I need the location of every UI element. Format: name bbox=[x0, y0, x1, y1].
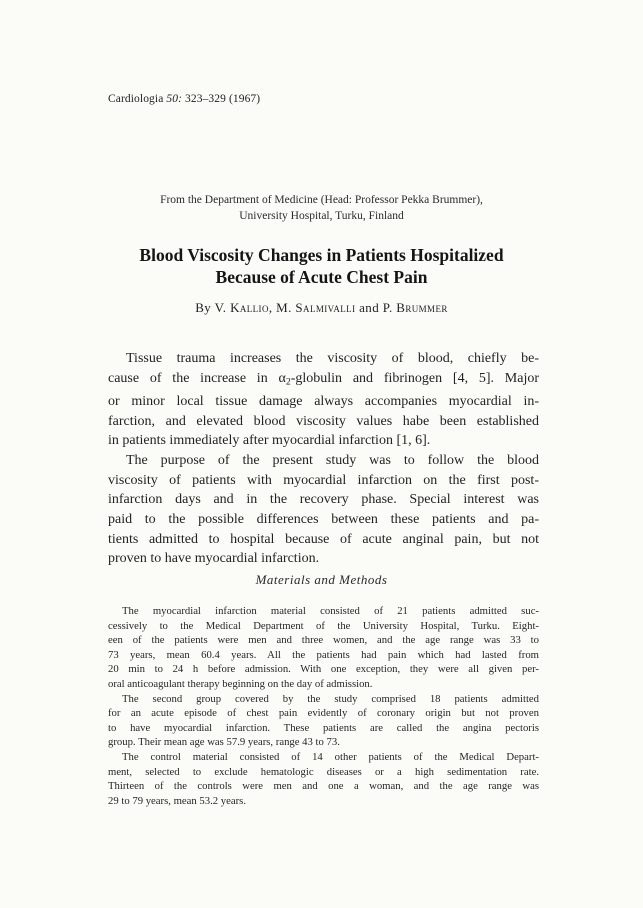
methods-paragraph bbox=[108, 750, 539, 808]
text-line: Tissue trauma increases the viscosity of blood, chiefly be- bbox=[126, 351, 539, 366]
journal-name: Cardiologia bbox=[108, 93, 164, 105]
author-by: By bbox=[195, 300, 212, 315]
text-line: paid to the possible differences between these patients and pa- bbox=[108, 512, 539, 528]
methods-paragraph bbox=[108, 692, 539, 750]
author-and: and bbox=[359, 300, 380, 315]
text-line: group. Their mean age was 57.9 years, range 43 to 73. bbox=[108, 736, 340, 749]
text-line: Thirteen of the controls were men and one a woman, and the age range was bbox=[108, 780, 539, 793]
text-line: to have myocardial infarction. These patients are called the angina pectoris bbox=[108, 721, 539, 734]
text-line: The second group covered by the study comprised 18 patients admitted bbox=[122, 692, 539, 705]
intro-paragraph bbox=[108, 349, 539, 451]
author-initial: M. bbox=[276, 300, 292, 315]
methods-section bbox=[108, 604, 539, 808]
text-line: cessively to the Medical Department of the University Hospital, Turku. Eight- bbox=[108, 619, 539, 632]
journal-volume: 50: bbox=[166, 93, 183, 105]
text-line: proven to have myocardial infarction. bbox=[108, 551, 320, 567]
text-line: een of the patients were men and three women, and the age range was 33 to bbox=[108, 634, 539, 647]
text-line: tients admitted to hospital because of acute anginal pain, but not bbox=[108, 531, 539, 547]
text-line: ment, selected to exclude hematologic diseases or a high sedimentation rate. bbox=[108, 765, 539, 778]
text-line: cause of the increase in α2-globulin and fibrinogen [4, 5]. Major bbox=[108, 370, 539, 388]
author-name: Salmivalli bbox=[295, 300, 356, 315]
intro-paragraph bbox=[108, 451, 539, 569]
text-line: viscosity of patients with myocardial infarction on the first post- bbox=[108, 472, 539, 488]
title-line: Blood Viscosity Changes in Patients Hospitalized bbox=[139, 245, 504, 265]
section-heading: Materials and Methods bbox=[255, 572, 388, 587]
author-name: Kallio, bbox=[230, 300, 273, 315]
journal-pages-year: 323–329 (1967) bbox=[185, 93, 261, 105]
affiliation-line: From the Department of Medicine (Head: Professor Pekka Brummer), bbox=[160, 194, 483, 206]
paper-title bbox=[100, 244, 543, 288]
affiliation bbox=[100, 192, 543, 224]
text-line: in patients immediately after myocardial infarction [1, 6]. bbox=[108, 433, 431, 449]
introduction bbox=[108, 349, 539, 569]
author-initial: V. bbox=[214, 300, 227, 315]
text-line: 73 years, mean 60.4 years. All the patients had pain which had lasted from bbox=[108, 648, 539, 661]
text-line: The myocardial infarction material consisted of 21 patients admitted suc- bbox=[122, 605, 539, 617]
text-line: 20 min to 24 h before admission. With one exception, they were all given per- bbox=[108, 663, 539, 676]
text-line: oral anticoagulant therapy beginning on the day of admission. bbox=[108, 677, 373, 690]
title-line: Because of Acute Chest Pain bbox=[215, 267, 428, 287]
text-line: The control material consisted of 14 other patients of the Medical Depart- bbox=[122, 750, 539, 763]
methods-paragraph bbox=[108, 604, 539, 692]
affiliation-line: University Hospital, Turku, Finland bbox=[239, 210, 404, 222]
text-line: infarction days and in the recovery phase. Special interest was bbox=[108, 492, 539, 508]
text-line: 29 to 79 years, mean 53.2 years. bbox=[108, 794, 247, 807]
author-name: Brummer bbox=[396, 300, 448, 315]
text-line: farction, and elevated blood viscosity values habe been established bbox=[108, 413, 539, 429]
text-line: or minor local tissue damage always accompanies myocardial in- bbox=[108, 393, 539, 409]
author-list bbox=[100, 300, 543, 316]
text-line: The purpose of the present study was to follow the blood bbox=[126, 452, 539, 468]
text-line: for an acute episode of chest pain evidently of coronary origin but not proven bbox=[108, 707, 539, 720]
journal-citation bbox=[108, 93, 260, 105]
author-initial: P. bbox=[382, 300, 393, 315]
